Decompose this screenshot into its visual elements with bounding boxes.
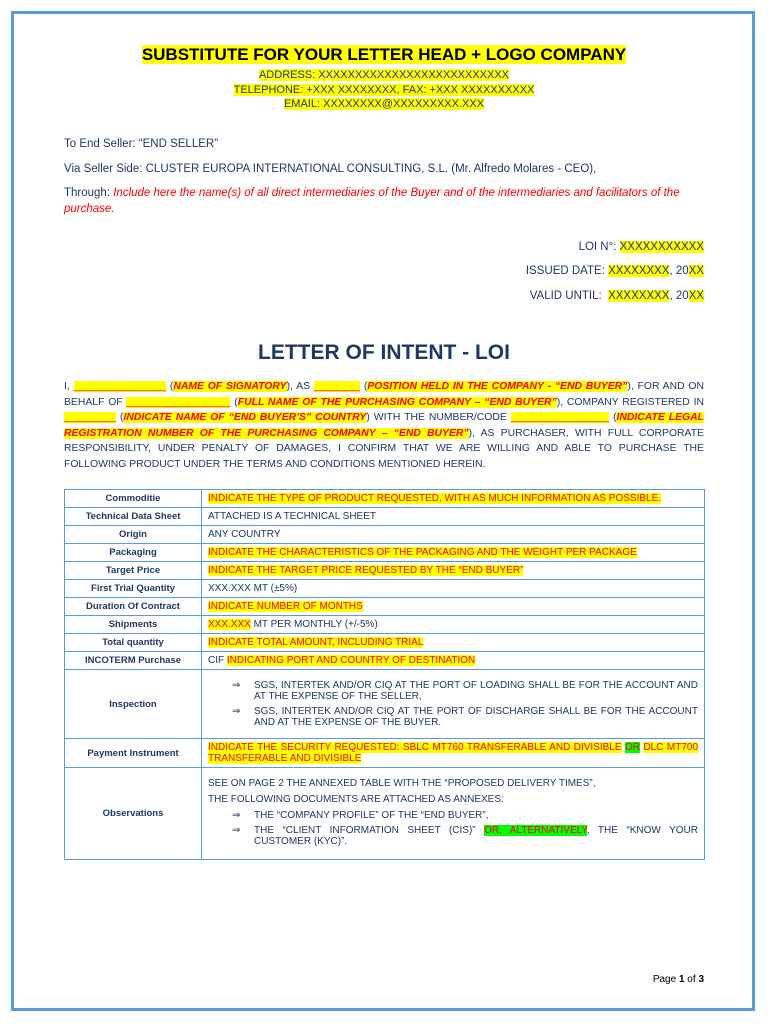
list-item: ⇒ THE “COMPANY PROFILE” OF THE “END BUYER”, <box>232 810 489 821</box>
table-row <box>65 490 705 508</box>
letterhead-address: ADDRESS: XXXXXXXXXXXXXXXXXXXXXXXXXX <box>258 69 510 81</box>
row-value: INDICATE THE TYPE OF PRODUCT REQUESTED, WITH AS MUCH INFORMATION AS POSSIBLE. <box>202 490 705 508</box>
row-label: INCOTERM Purchase <box>65 652 202 670</box>
arrow-icon: ⇒ <box>232 810 241 821</box>
row-label: Packaging <box>65 544 202 562</box>
row-label: Technical Data Sheet <box>65 508 202 526</box>
row-value <box>202 670 705 739</box>
through-label: Through: <box>64 187 111 199</box>
table-row <box>65 634 705 652</box>
row-label: Payment Instrument <box>65 739 202 768</box>
letterhead-email: EMAIL: XXXXXXXX@XXXXXXXXX.XXX <box>283 98 485 110</box>
loi-number: LOI N°: XXXXXXXXXXX <box>578 241 704 253</box>
table-row <box>65 768 705 860</box>
row-label: Duration Of Contract <box>65 598 202 616</box>
row-value: INDICATE THE CHARACTERISTICS OF THE PACKAGING AND THE WEIGHT PER PACKAGE <box>202 544 705 562</box>
valid-until: VALID UNTIL: XXXXXXXX, 20XX <box>529 290 704 302</box>
table-row <box>65 562 705 580</box>
loi-terms-table <box>64 489 705 860</box>
row-value: XXX.XXX MT PER MONTHLY (+/-5%) <box>202 616 705 634</box>
arrow-icon: ⇒ <box>232 680 241 691</box>
row-label: Origin <box>65 526 202 544</box>
row-value: ANY COUNTRY <box>202 526 705 544</box>
table-row <box>65 739 705 768</box>
through-text: Include here the name(s) of all direct intermediaries of the Buyer and of the intermediaries and facilitators of the purchase. <box>64 187 680 215</box>
row-value: XXX.XXX MT (±5%) <box>202 580 705 598</box>
row-label: Shipments <box>65 616 202 634</box>
row-label: Total quantity <box>65 634 202 652</box>
through-line <box>64 185 704 217</box>
row-label: Target Price <box>65 562 202 580</box>
row-label: Inspection <box>65 670 202 739</box>
list-item: ⇒ SGS, INTERTEK AND/OR CIQ AT THE PORT OF DISCHARGE SHALL BE FOR THE ACCOUNT AND AT THE EXPENSE OF THE BUYER. <box>232 706 698 728</box>
table-row <box>65 670 705 739</box>
row-value: SEE ON PAGE 2 THE ANNEXED TABLE WITH THE “PROPOSED DELIVERY TIMES”, THE FOLLOWING DOCUMENTS ARE ATTACHED AS ANNEXES: ⇒ THE “COMPANY PROFILE” OF THE “END BUYER”, ⇒ THE “CLIENT INFORMATION SHEET (CIS)” OR, ALTERNATIVELY, THE “KNOW YOUR CUSTOMER (KYC)”. <box>202 768 705 860</box>
to-end-seller: To End Seller: “END SELLER” <box>64 138 219 150</box>
document-title: LETTER OF INTENT - LOI <box>258 341 510 364</box>
issued-date: ISSUED DATE: XXXXXXXX, 20XX <box>525 265 704 277</box>
row-value: CIF INDICATING PORT AND COUNTRY OF DESTINATION <box>202 652 705 670</box>
intro-paragraph: I, ________________ (NAME OF SIGNATORY), AS ________ (POSITION HELD IN THE COMPANY - “END BUYER”), FOR AND ON BEHALF OF __________________ (FULL NAME OF THE PURCHASING COMPANY – “END BUYER”), COMPANY REGISTERED IN _________ (INDICATE NAME OF “END BUYER’S” COUNTRY) WITH THE NUMBER/CODE _________________ (INDICATE LEGAL REGISTRATION NUMBER OF THE PURCHASING COMPANY – “END BUYER”), AS PURCHASER, WITH FULL CORPORATE RESPONSIBILITY, UNDER PENALTY OF DAMAGES, I CONFIRM THAT WE ARE WILLING AND ABLE TO PURCHASE THE FOLLOWING PRODUCT UNDER THE TERMS AND CONDITIONS MENTIONED HEREIN. <box>64 381 704 470</box>
table-row <box>65 526 705 544</box>
row-value: INDICATE TOTAL AMOUNT, INCLUDING TRIAL <box>202 634 705 652</box>
table-row <box>65 544 705 562</box>
row-value: ATTACHED IS A TECHNICAL SHEET <box>202 508 705 526</box>
page-number: Page 1 of 3 <box>652 974 704 985</box>
table-row <box>65 652 705 670</box>
list-item: ⇒ THE “CLIENT INFORMATION SHEET (CIS)” OR, ALTERNATIVELY, THE “KNOW YOUR CUSTOMER (KYC)”. <box>232 825 698 847</box>
table-row <box>65 508 705 526</box>
arrow-icon: ⇒ <box>232 825 241 836</box>
table-row <box>65 616 705 634</box>
letterhead-telephone: TELEPHONE: +XXX XXXXXXXX, FAX: +XXX XXXXXXXXXX <box>233 84 535 96</box>
row-label: First Trial Quantity <box>65 580 202 598</box>
letterhead-title: SUBSTITUTE FOR YOUR LETTER HEAD + LOGO COMPANY <box>141 45 627 64</box>
arrow-icon: ⇒ <box>232 706 241 717</box>
table-row <box>65 580 705 598</box>
list-item: ⇒ SGS, INTERTEK AND/OR CIQ AT THE PORT OF LOADING SHALL BE FOR THE ACCOUNT AND AT THE EXPENSE OF THE SELLER, <box>232 680 698 702</box>
row-value: INDICATE THE SECURITY REQUESTED: SBLC MT760 TRANSFERABLE AND DIVISIBLE OR DLC MT700 TRANSFERABLE AND DIVISIBLE <box>202 739 705 768</box>
via-seller-side: Via Seller Side: CLUSTER EUROPA INTERNATIONAL CONSULTING, S.L. (Mr. Alfredo Molares - CEO), <box>64 163 597 175</box>
row-label: Observations <box>65 768 202 860</box>
table-row <box>65 598 705 616</box>
row-value: INDICATE THE TARGET PRICE REQUESTED BY THE “END BUYER” <box>202 562 705 580</box>
row-value: INDICATE NUMBER OF MONTHS <box>202 598 705 616</box>
row-label: Commoditie <box>65 490 202 508</box>
